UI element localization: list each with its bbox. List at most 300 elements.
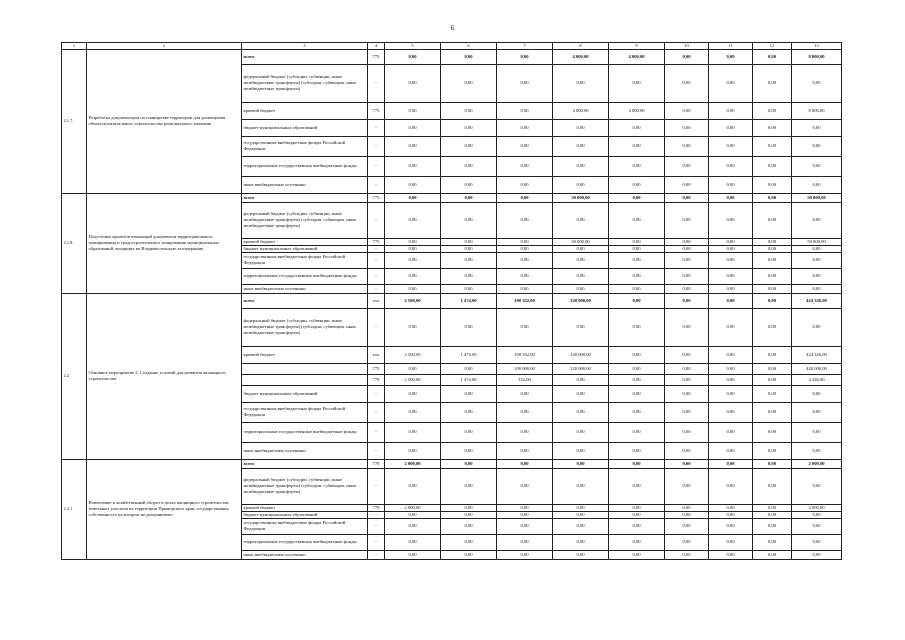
amount-cell: 0,00 xyxy=(553,402,609,422)
amount-cell: 0,00 xyxy=(709,374,753,385)
amount-cell: 0,00 xyxy=(665,156,709,176)
funding-source: территориальные государственные внебюджетные фонды xyxy=(242,268,368,284)
amount-cell: 0,00 xyxy=(497,468,553,504)
amount-cell: 0,00 xyxy=(441,102,497,119)
amount-cell: 0,00 xyxy=(753,402,792,422)
amount-cell: 0,00 xyxy=(609,504,665,511)
amount-cell: 0,00 xyxy=(609,308,665,346)
admin-code: 779 xyxy=(368,504,385,511)
amount-cell: 0,00 xyxy=(709,238,753,245)
amount-cell: 0,00 xyxy=(753,385,792,402)
amount-cell: 0,00 xyxy=(609,202,665,238)
amount-cell: 424 326,00 xyxy=(792,346,842,363)
amount-cell: 2 500,00 xyxy=(385,346,441,363)
amount-cell: 0,00 xyxy=(441,284,497,293)
amount-cell: 0,00 xyxy=(753,102,792,119)
admin-code: 775 xyxy=(368,102,385,119)
amount-cell: 4 326,00 xyxy=(792,374,842,385)
amount-cell: 0,00 xyxy=(385,308,441,346)
amount-cell: 0,00 xyxy=(441,268,497,284)
amount-cell: 0,00 xyxy=(441,385,497,402)
amount-cell: 0,00 xyxy=(709,49,753,64)
amount-cell: 0,00 xyxy=(792,422,842,442)
admin-code: - xyxy=(368,202,385,238)
funding-source: территориальные государственные внебюджетные фонды xyxy=(242,422,368,442)
amount-cell: 0,00 xyxy=(753,363,792,374)
admin-code: - xyxy=(368,268,385,284)
amount-cell: 0,00 xyxy=(609,534,665,550)
amount-cell: 0,00 xyxy=(385,402,441,422)
amount-cell: 0,00 xyxy=(709,308,753,346)
amount-cell: 0,00 xyxy=(753,511,792,518)
page-number: 6 xyxy=(450,24,455,32)
amount-cell: 0,00 xyxy=(665,518,709,534)
amount-cell: 0,00 xyxy=(553,284,609,293)
amount-cell: 0,00 xyxy=(665,238,709,245)
activity-code: 2.2.1 xyxy=(62,459,87,559)
funding-source: федеральный бюджет (субсидии, субвенции, иные межбюджетные трансферты) (субсидии, субвенции, иные межбюджетные трансферты) xyxy=(242,308,368,346)
amount-cell: 0,00 xyxy=(753,374,792,385)
amount-cell: 0,00 xyxy=(385,238,441,245)
amount-cell: 0,00 xyxy=(709,293,753,308)
amount-cell: 0,00 xyxy=(709,136,753,156)
amount-cell: 0,00 xyxy=(609,550,665,559)
amount-cell: 0,00 xyxy=(609,363,665,374)
amount-cell: 2 500,00 xyxy=(385,374,441,385)
amount-cell: 0,00 xyxy=(441,550,497,559)
amount-cell: 0,00 xyxy=(665,363,709,374)
amount-cell: 0,00 xyxy=(553,534,609,550)
funding-source: государственные внебюджетные фонды Российской Федерации xyxy=(242,252,368,268)
admin-code: 779 xyxy=(368,459,385,468)
amount-cell: 0,00 xyxy=(385,136,441,156)
admin-code: - xyxy=(368,156,385,176)
amount-cell: 8 000,00 xyxy=(792,49,842,64)
amount-cell: 0,00 xyxy=(665,293,709,308)
amount-cell: 0,00 xyxy=(709,156,753,176)
amount-cell: 0,00 xyxy=(497,518,553,534)
amount-cell: 0,00 xyxy=(385,550,441,559)
amount-cell: 0,00 xyxy=(609,518,665,534)
amount-cell: 0,00 xyxy=(709,504,753,511)
amount-cell: 0,00 xyxy=(609,385,665,402)
amount-cell: 0,00 xyxy=(709,468,753,504)
amount-cell: 0,00 xyxy=(441,245,497,252)
amount-cell: 0,00 xyxy=(553,442,609,459)
amount-cell: 0,00 xyxy=(497,402,553,422)
amount-cell: 0,00 xyxy=(665,374,709,385)
amount-cell: 0,00 xyxy=(609,193,665,202)
amount-cell: 0,00 xyxy=(709,284,753,293)
amount-cell: 0,00 xyxy=(497,511,553,518)
amount-cell: 2 000,00 xyxy=(385,504,441,511)
amount-cell: 0,00 xyxy=(553,468,609,504)
amount-cell: 8 000,00 xyxy=(792,102,842,119)
amount-cell: 0,00 xyxy=(385,422,441,442)
admin-code: - xyxy=(368,534,385,550)
funding-source: государственные внебюджетные фонды Российской Федерации xyxy=(242,136,368,156)
amount-cell: 0,00 xyxy=(709,64,753,102)
funding-source: бюджет муниципальных образований xyxy=(242,511,368,518)
amount-cell: 0,00 xyxy=(753,442,792,459)
funding-source: государственные внебюджетные фонды Российской Федерации xyxy=(242,402,368,422)
amount-cell: 0,00 xyxy=(553,252,609,268)
amount-cell: 0,00 xyxy=(665,504,709,511)
amount-cell: 0,00 xyxy=(665,468,709,504)
amount-cell: 0,00 xyxy=(665,119,709,136)
amount-cell: 0,00 xyxy=(753,136,792,156)
header-cell: 12 xyxy=(753,43,792,50)
funding-source: бюджет муниципальных образований xyxy=(242,385,368,402)
amount-cell: 0,00 xyxy=(553,385,609,402)
amount-cell: 50 000,00 xyxy=(553,238,609,245)
amount-cell: 0,00 xyxy=(553,119,609,136)
amount-cell: 0,00 xyxy=(665,422,709,442)
amount-cell: 0,00 xyxy=(665,268,709,284)
amount-cell: 0,00 xyxy=(553,504,609,511)
amount-cell: 0,00 xyxy=(792,308,842,346)
table-row xyxy=(62,49,842,64)
amount-cell: 0,00 xyxy=(609,402,665,422)
amount-cell: 1 474,00 xyxy=(441,346,497,363)
amount-cell: 0,00 xyxy=(497,385,553,402)
funding-source xyxy=(242,374,368,385)
amount-cell: 0,00 xyxy=(665,49,709,64)
amount-cell: 0,00 xyxy=(385,268,441,284)
amount-cell: 0,00 xyxy=(553,156,609,176)
amount-cell: 0,00 xyxy=(753,268,792,284)
amount-cell: 0,00 xyxy=(385,284,441,293)
amount-cell: 0,00 xyxy=(497,252,553,268)
amount-cell: 0,00 xyxy=(441,308,497,346)
funding-source: территориальные государственные внебюджетные фонды xyxy=(242,534,368,550)
amount-cell: 0,00 xyxy=(553,268,609,284)
amount-cell: 50 000,00 xyxy=(792,193,842,202)
amount-cell: 4 000,00 xyxy=(553,49,609,64)
amount-cell: 0,00 xyxy=(792,156,842,176)
amount-cell: 0,00 xyxy=(441,64,497,102)
amount-cell: 0,00 xyxy=(385,49,441,64)
admin-code: 779 xyxy=(368,374,385,385)
amount-cell: 0,00 xyxy=(553,518,609,534)
amount-cell: 0,00 xyxy=(753,308,792,346)
amount-cell: 0,00 xyxy=(709,193,753,202)
amount-cell: 4 000,00 xyxy=(553,102,609,119)
admin-code: - xyxy=(368,252,385,268)
amount-cell: 0,00 xyxy=(753,252,792,268)
amount-cell: 0,00 xyxy=(609,511,665,518)
amount-cell: 0,00 xyxy=(792,402,842,422)
amount-cell: 0,00 xyxy=(441,363,497,374)
amount-cell: 0,00 xyxy=(441,193,497,202)
amount-cell: 0,00 xyxy=(497,550,553,559)
amount-cell: 0,00 xyxy=(665,64,709,102)
amount-cell: 0,00 xyxy=(441,252,497,268)
amount-cell: 1 474,00 xyxy=(441,374,497,385)
amount-cell: 0,00 xyxy=(553,374,609,385)
amount-cell: 0,00 xyxy=(792,284,842,293)
activity-name: Разработка документации по планировке территории для размещения объектов капитального строительства регионального значения xyxy=(87,49,242,193)
amount-cell: 0,00 xyxy=(497,442,553,459)
amount-cell: 2 000,00 xyxy=(792,504,842,511)
header-cell: 7 xyxy=(497,43,553,50)
amount-cell: 0,00 xyxy=(553,64,609,102)
financing-table xyxy=(61,42,842,560)
amount-cell: 0,00 xyxy=(441,468,497,504)
amount-cell: 0,00 xyxy=(792,442,842,459)
amount-cell: 0,00 xyxy=(753,422,792,442)
amount-cell: 0,00 xyxy=(385,64,441,102)
amount-cell: 0,00 xyxy=(385,202,441,238)
amount-cell: 0,00 xyxy=(385,385,441,402)
funding-source: всего xyxy=(242,49,368,64)
amount-cell: 0,00 xyxy=(441,422,497,442)
amount-cell: 0,00 xyxy=(553,511,609,518)
admin-code: - xyxy=(368,402,385,422)
amount-cell: 0,00 xyxy=(441,511,497,518)
funding-source: всего xyxy=(242,193,368,202)
amount-cell: 0,00 xyxy=(441,156,497,176)
admin-code: 775 xyxy=(368,193,385,202)
activity-code: 2.1.7. xyxy=(62,49,87,193)
amount-cell: 0,00 xyxy=(497,119,553,136)
admin-code: - xyxy=(368,511,385,518)
amount-cell: 0,00 xyxy=(753,245,792,252)
funding-source: иные внебюджетные источники xyxy=(242,442,368,459)
admin-code: - xyxy=(368,518,385,534)
admin-code: 775 xyxy=(368,238,385,245)
amount-cell: 420 000,00 xyxy=(792,363,842,374)
admin-code: - xyxy=(368,119,385,136)
amount-cell: 0,00 xyxy=(753,346,792,363)
amount-cell: 0,00 xyxy=(792,202,842,238)
amount-cell: 0,00 xyxy=(792,119,842,136)
amount-cell: 50 000,00 xyxy=(792,238,842,245)
amount-cell: 0,00 xyxy=(665,459,709,468)
amount-cell: 0,00 xyxy=(792,64,842,102)
amount-cell: 0,00 xyxy=(609,156,665,176)
amount-cell: 0,00 xyxy=(709,550,753,559)
amount-cell: 0,00 xyxy=(709,363,753,374)
amount-cell: 0,00 xyxy=(609,293,665,308)
amount-cell: 0,00 xyxy=(665,102,709,119)
activity-code: 2.1.8. xyxy=(62,193,87,293)
amount-cell: 0,00 xyxy=(665,252,709,268)
funding-source: краевой бюджет xyxy=(242,346,368,363)
header-cell: 2 xyxy=(87,43,242,50)
amount-cell: 0,00 xyxy=(497,308,553,346)
header-cell: 3 xyxy=(242,43,368,50)
amount-cell: 0,00 xyxy=(709,422,753,442)
amount-cell: 0,00 xyxy=(441,442,497,459)
amount-cell: 0,00 xyxy=(753,64,792,102)
amount-cell: 0,00 xyxy=(665,193,709,202)
amount-cell: 0,00 xyxy=(665,284,709,293)
amount-cell: 0,00 xyxy=(609,422,665,442)
amount-cell: 0,00 xyxy=(497,245,553,252)
amount-cell: 0,00 xyxy=(609,346,665,363)
amount-cell: 0,00 xyxy=(497,136,553,156)
amount-cell: 0,00 xyxy=(665,245,709,252)
amount-cell: 0,00 xyxy=(609,245,665,252)
amount-cell: 0,00 xyxy=(792,550,842,559)
header-cell: 9 xyxy=(609,43,665,50)
amount-cell: 0,00 xyxy=(385,468,441,504)
amount-cell: 0,00 xyxy=(497,64,553,102)
activity-name: Основное мероприятие 2. Создание условий для развития жилищного строительства xyxy=(87,293,242,459)
amount-cell: 0,00 xyxy=(497,504,553,511)
amount-cell: 0,00 xyxy=(665,176,709,193)
amount-cell: 0,00 xyxy=(553,176,609,193)
header-cell: 5 xyxy=(385,43,441,50)
amount-cell: 0,00 xyxy=(497,459,553,468)
amount-cell: 0,00 xyxy=(792,268,842,284)
amount-cell: 0,00 xyxy=(441,176,497,193)
header-cell: 11 xyxy=(709,43,753,50)
amount-cell: 0,00 xyxy=(553,550,609,559)
amount-cell: 0,00 xyxy=(385,511,441,518)
header-cell: 1 xyxy=(62,43,87,50)
amount-cell: 0,00 xyxy=(497,102,553,119)
amount-cell: 320 000,00 xyxy=(553,363,609,374)
amount-cell: 0,00 xyxy=(792,511,842,518)
amount-cell: 0,00 xyxy=(553,136,609,156)
amount-cell: 0,00 xyxy=(665,202,709,238)
amount-cell: 0,00 xyxy=(792,245,842,252)
funding-source: всего xyxy=(242,293,368,308)
activity-code: 2.2. xyxy=(62,293,87,459)
admin-code: - xyxy=(368,284,385,293)
amount-cell: 0,00 xyxy=(385,102,441,119)
amount-cell: 0,00 xyxy=(753,284,792,293)
admin-code: ххх xyxy=(368,346,385,363)
admin-code: - xyxy=(368,64,385,102)
amount-cell: 0,00 xyxy=(497,534,553,550)
amount-cell: 0,00 xyxy=(497,268,553,284)
amount-cell: 0,00 xyxy=(665,346,709,363)
amount-cell: 0,00 xyxy=(609,136,665,156)
amount-cell: 0,00 xyxy=(709,385,753,402)
admin-code: ххх xyxy=(368,293,385,308)
amount-cell: 0,00 xyxy=(385,534,441,550)
amount-cell: 1 474,00 xyxy=(441,293,497,308)
amount-cell: 0,00 xyxy=(792,136,842,156)
amount-cell: 0,00 xyxy=(553,422,609,442)
amount-cell: 0,00 xyxy=(753,176,792,193)
admin-code: 775 xyxy=(368,49,385,64)
amount-cell: 0,00 xyxy=(709,459,753,468)
amount-cell: 0,00 xyxy=(441,136,497,156)
amount-cell: 0,00 xyxy=(441,402,497,422)
amount-cell: 0,00 xyxy=(753,518,792,534)
amount-cell: 0,00 xyxy=(553,308,609,346)
amount-cell: 0,00 xyxy=(753,202,792,238)
activity-name: Подготовка проектов изменений документов территориального планирования и градостроительного зонирования муниципальных образований, входящих во Владивостокскую агломерацию xyxy=(87,193,242,293)
amount-cell: 50 000,00 xyxy=(553,193,609,202)
amount-cell: 0,00 xyxy=(753,193,792,202)
amount-cell: 0,00 xyxy=(609,459,665,468)
amount-cell: 0,00 xyxy=(385,363,441,374)
amount-cell: 0,00 xyxy=(709,442,753,459)
amount-cell: 0,00 xyxy=(665,550,709,559)
amount-cell: 0,00 xyxy=(553,459,609,468)
funding-source: государственные внебюджетные фонды Российской Федерации xyxy=(242,518,368,534)
amount-cell: 0,00 xyxy=(609,238,665,245)
amount-cell: 100 000,00 xyxy=(497,363,553,374)
amount-cell: 0,00 xyxy=(792,534,842,550)
amount-cell: 0,00 xyxy=(709,268,753,284)
amount-cell: 0,00 xyxy=(665,402,709,422)
amount-cell: 0,00 xyxy=(609,64,665,102)
admin-code: - xyxy=(368,422,385,442)
amount-cell: 0,00 xyxy=(609,119,665,136)
funding-source: иные внебюджетные источники xyxy=(242,176,368,193)
amount-cell: 0,00 xyxy=(753,504,792,511)
amount-cell: 0,00 xyxy=(497,202,553,238)
amount-cell: 0,00 xyxy=(792,518,842,534)
amount-cell: 0,00 xyxy=(709,534,753,550)
amount-cell: 0,00 xyxy=(441,459,497,468)
amount-cell: 0,00 xyxy=(385,518,441,534)
amount-cell: 0,00 xyxy=(709,252,753,268)
amount-cell: 100 352,00 xyxy=(497,293,553,308)
amount-cell: 0,00 xyxy=(609,252,665,268)
funding-source: иные внебюджетные источники xyxy=(242,550,368,559)
amount-cell: 424 326,00 xyxy=(792,293,842,308)
amount-cell: 0,00 xyxy=(709,176,753,193)
table-row xyxy=(62,193,842,202)
admin-code: - xyxy=(368,308,385,346)
activity-name: Вовлечение в хозяйственный оборот в целях жилищного строительства земельных участков на территории Приморского края, государственная собственность на которые не разграничена xyxy=(87,459,242,559)
amount-cell: 0,00 xyxy=(609,268,665,284)
funding-source: краевой бюджет xyxy=(242,504,368,511)
amount-cell: 0,00 xyxy=(385,176,441,193)
amount-cell: 0,00 xyxy=(792,385,842,402)
amount-cell: 0,00 xyxy=(385,193,441,202)
admin-code: - xyxy=(368,550,385,559)
amount-cell: 0,00 xyxy=(497,176,553,193)
admin-code: - xyxy=(368,176,385,193)
admin-code: - xyxy=(368,468,385,504)
funding-source: федеральный бюджет (субсидии, субвенции, иные межбюджетные трансферты) (субсидии, субвенции, иные межбюджетные трансферты) xyxy=(242,64,368,102)
amount-cell: 0,00 xyxy=(609,284,665,293)
amount-cell: 320 000,00 xyxy=(553,293,609,308)
amount-cell: 0,00 xyxy=(709,511,753,518)
amount-cell: 0,00 xyxy=(497,284,553,293)
amount-cell: 0,00 xyxy=(385,245,441,252)
amount-cell: 0,00 xyxy=(441,518,497,534)
header-cell: 8 xyxy=(553,43,609,50)
table-row xyxy=(62,293,842,308)
amount-cell: 0,00 xyxy=(497,422,553,442)
amount-cell: 0,00 xyxy=(665,534,709,550)
amount-cell: 0,00 xyxy=(385,442,441,459)
amount-cell: 2 000,00 xyxy=(385,459,441,468)
amount-cell: 0,00 xyxy=(792,252,842,268)
amount-cell: 0,00 xyxy=(665,442,709,459)
amount-cell: 0,00 xyxy=(709,102,753,119)
amount-cell: 0,00 xyxy=(753,293,792,308)
amount-cell: 0,00 xyxy=(609,468,665,504)
funding-source: краевой бюджет xyxy=(242,238,368,245)
amount-cell: 0,00 xyxy=(553,202,609,238)
amount-cell: 0,00 xyxy=(753,49,792,64)
amount-cell: 0,00 xyxy=(792,468,842,504)
amount-cell: 0,00 xyxy=(385,156,441,176)
amount-cell: 0,00 xyxy=(709,119,753,136)
amount-cell: 0,00 xyxy=(441,49,497,64)
amount-cell: 0,00 xyxy=(441,202,497,238)
